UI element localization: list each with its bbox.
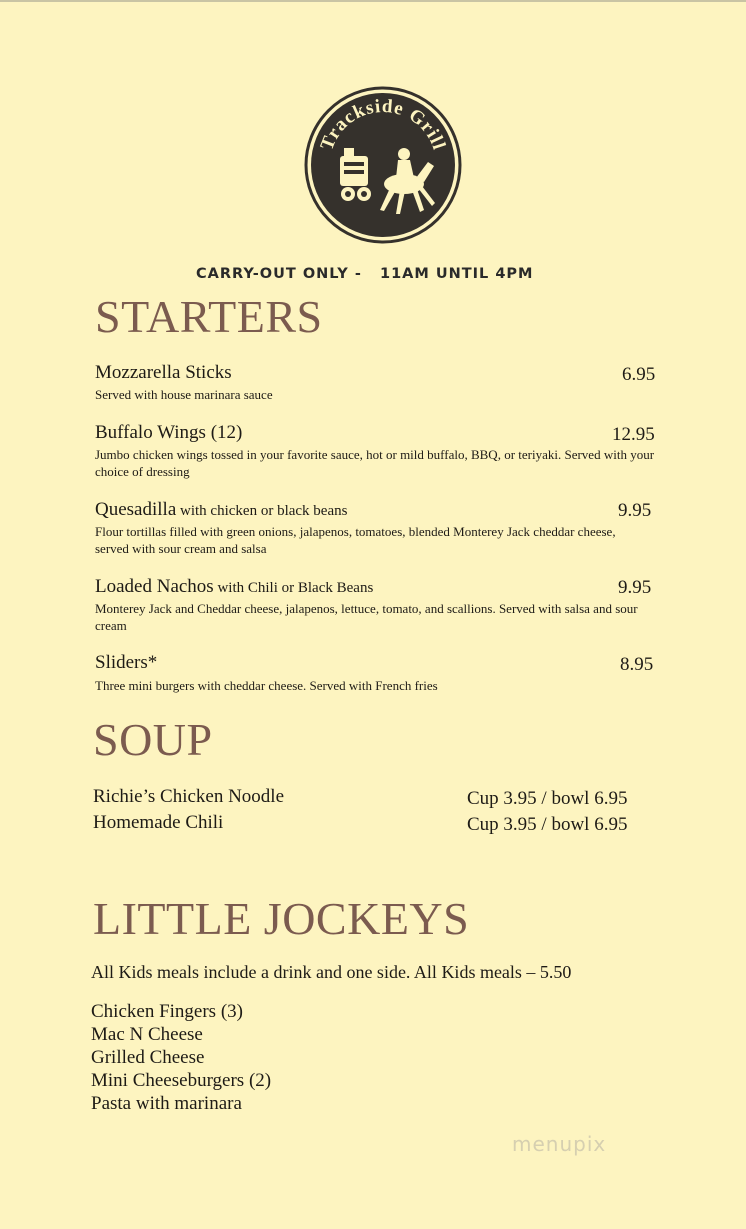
watermark: menupix bbox=[512, 1132, 607, 1156]
menu-item-description: Jumbo chicken wings tossed in your favorite sauce, hot or mild buffalo, BBQ, or teriyaki. Served with your choice of dressing bbox=[95, 447, 655, 479]
kids-item: Chicken Fingers (3) bbox=[91, 1001, 243, 1022]
svg-text:Trackside Grill: Trackside Grill bbox=[316, 95, 450, 154]
carry-out-hours: CARRY-OUT ONLY - 11AM UNTIL 4PM bbox=[196, 266, 534, 282]
menu-item-price: 12.95 bbox=[612, 424, 655, 445]
menu-item-name: Sliders* bbox=[95, 652, 158, 673]
menu-item-description: Served with house marinara sauce bbox=[95, 387, 273, 402]
menu-item-description: Flour tortillas filled with green onions, jalapenos, tomatoes, blended Monterey Jack cheddar cheese, served with sour cream and salsa bbox=[95, 524, 616, 556]
soup-item-price: Cup 3.95 / bowl 6.95 bbox=[467, 788, 628, 809]
menu-item-name: Loaded Nachos with Chili or Black Beans bbox=[95, 576, 374, 597]
kids-item: Grilled Cheese bbox=[91, 1047, 205, 1068]
kids-item: Mini Cheeseburgers (2) bbox=[91, 1070, 272, 1091]
section-title-little-jockeys: LITTLE JOCKEYS bbox=[93, 893, 470, 944]
section-title-starters: STARTERS bbox=[95, 291, 323, 342]
kids-meals-note: All Kids meals include a drink and one side. All Kids meals – 5.50 bbox=[91, 962, 572, 982]
menu-item-description: Monterey Jack and Cheddar cheese, jalapenos, lettuce, tomato, and scallions. Served with salsa and sour cream bbox=[95, 601, 638, 633]
menu-item-name: Quesadilla with chicken or black beans bbox=[95, 499, 348, 520]
soup-item-name: Richie’s Chicken Noodle bbox=[93, 786, 285, 807]
kids-item: Pasta with marinara bbox=[91, 1093, 242, 1114]
soup-item-price: Cup 3.95 / bowl 6.95 bbox=[467, 814, 628, 835]
section-title-soup: SOUP bbox=[93, 714, 213, 765]
top-border-line bbox=[0, 0, 746, 2]
menu-item-price: 8.95 bbox=[620, 654, 654, 675]
menu-item-name: Buffalo Wings (12) bbox=[95, 422, 243, 443]
trackside-grill-logo bbox=[304, 86, 462, 244]
menu-item-price: 9.95 bbox=[618, 577, 652, 598]
menu-item-price: 9.95 bbox=[618, 500, 652, 521]
soup-item-name: Homemade Chili bbox=[93, 812, 224, 833]
menu-item-price: 6.95 bbox=[622, 364, 656, 385]
menu-item-description: Three mini burgers with cheddar cheese. Served with French fries bbox=[95, 678, 438, 693]
kids-item: Mac N Cheese bbox=[91, 1024, 203, 1045]
menu-item-name: Mozzarella Sticks bbox=[95, 362, 232, 383]
